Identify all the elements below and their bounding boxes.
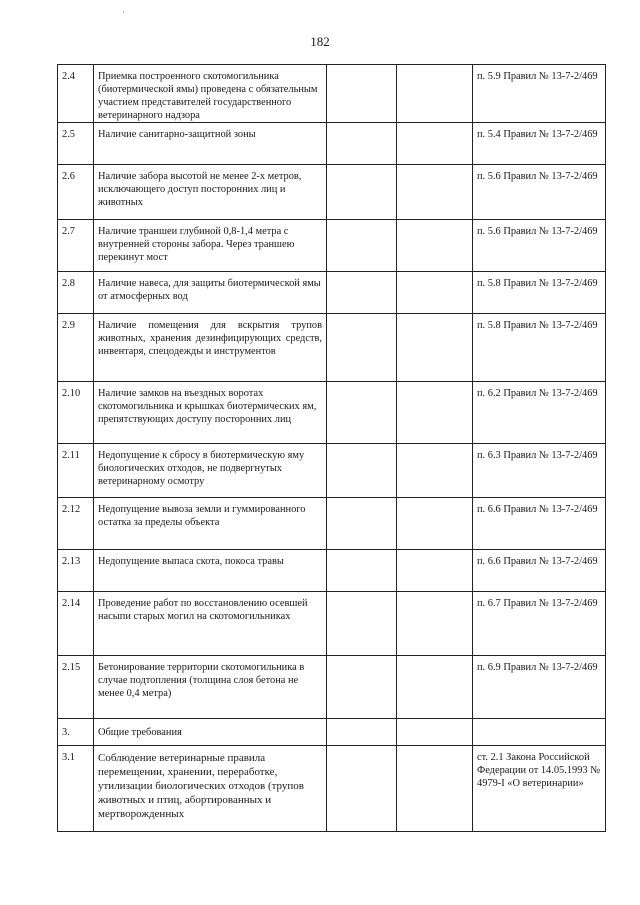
row-number: 2.12 xyxy=(58,498,94,550)
row-reference: п. 5.6 Правил № 13-7-2/469 xyxy=(473,220,606,272)
row-description: Наличие помещения для вскрытия трупов животных, хранения дезинфицирующих средств, инвентаря, спецодежды и инструментов xyxy=(94,314,327,382)
empty-cell xyxy=(397,165,473,220)
row-number: 2.8 xyxy=(58,272,94,314)
row-description: Наличие навеса, для защиты биотермической ямы от атмосферных вод xyxy=(94,272,327,314)
empty-cell xyxy=(397,550,473,592)
empty-cell xyxy=(397,719,473,746)
empty-cell xyxy=(327,498,397,550)
scan-mark: ˈ xyxy=(122,10,126,21)
row-number: 2.15 xyxy=(58,656,94,719)
row-number: 2.9 xyxy=(58,314,94,382)
table-row xyxy=(58,165,606,220)
row-description: Наличие забора высотой не менее 2-х метров, исключающего доступ посторонних лиц и животных xyxy=(94,165,327,220)
row-reference: п. 5.8 Правил № 13-7-2/469 xyxy=(473,314,606,382)
empty-cell xyxy=(327,65,397,123)
row-description: Недопущение к сбросу в биотермическую яму биологических отходов, не подвергнутых ветеринарному осмотру xyxy=(94,444,327,498)
empty-cell xyxy=(327,656,397,719)
row-number: 2.13 xyxy=(58,550,94,592)
table-row xyxy=(58,272,606,314)
table-row xyxy=(58,498,606,550)
requirements-table xyxy=(57,64,606,832)
empty-cell xyxy=(397,123,473,165)
row-number: 2.7 xyxy=(58,220,94,272)
row-description: Приемка построенного скотомогильника (биотермической ямы) проведена с обязательным участием представителей государственного ветеринарного надзора xyxy=(94,65,327,123)
table-row xyxy=(58,65,606,123)
empty-cell xyxy=(397,592,473,656)
empty-cell xyxy=(397,314,473,382)
empty-cell xyxy=(327,444,397,498)
section-row xyxy=(58,719,606,746)
empty-cell xyxy=(327,220,397,272)
empty-cell xyxy=(397,65,473,123)
row-number: 2.5 xyxy=(58,123,94,165)
row-reference: п. 6.9 Правил № 13-7-2/469 xyxy=(473,656,606,719)
empty-cell xyxy=(397,444,473,498)
row-reference: п. 6.2 Правил № 13-7-2/469 xyxy=(473,382,606,444)
table-row xyxy=(58,550,606,592)
row-description: Наличие траншеи глубиной 0,8-1,4 метра с внутренней стороны забора. Через траншею перекинут мост xyxy=(94,220,327,272)
page-number: 182 xyxy=(310,34,330,49)
empty-cell xyxy=(327,165,397,220)
empty-cell xyxy=(397,382,473,444)
table-row xyxy=(58,123,606,165)
row-number: 2.4 xyxy=(58,65,94,123)
row-description: Недопущение вывоза земли и гуммированного остатка за пределы объекта xyxy=(94,498,327,550)
section-number: 3. xyxy=(58,719,94,746)
table-row xyxy=(58,314,606,382)
table-row xyxy=(58,220,606,272)
table-row xyxy=(58,746,606,832)
empty-cell xyxy=(327,272,397,314)
empty-cell xyxy=(327,382,397,444)
row-description: Недопущение выпаса скота, покоса травы xyxy=(94,550,327,592)
row-reference: п. 6.3 Правил № 13-7-2/469 xyxy=(473,444,606,498)
empty-cell xyxy=(397,746,473,832)
table-row xyxy=(58,382,606,444)
table-row xyxy=(58,444,606,498)
section-title: Общие требования xyxy=(94,719,327,746)
empty-cell xyxy=(397,220,473,272)
row-reference: п. 5.8 Правил № 13-7-2/469 xyxy=(473,272,606,314)
empty-cell xyxy=(397,656,473,719)
table-row xyxy=(58,656,606,719)
row-number: 3.1 xyxy=(58,746,94,832)
table-row xyxy=(58,592,606,656)
row-description: Наличие замков на въездных воротах скотомогильника и крышках биотермических ям, препятствующих доступу посторонних лиц xyxy=(94,382,327,444)
row-reference: п. 6.6 Правил № 13-7-2/469 xyxy=(473,498,606,550)
row-reference: п. 6.6 Правил № 13-7-2/469 xyxy=(473,550,606,592)
row-reference: п. 5.6 Правил № 13-7-2/469 xyxy=(473,165,606,220)
row-description: Соблюдение ветеринарные правила перемещении, хранении, переработке, утилизации биологических отходов (трупов животных и птиц, абортированных и мертворожденных xyxy=(94,746,327,832)
row-reference: п. 5.4 Правил № 13-7-2/469 xyxy=(473,123,606,165)
empty-cell xyxy=(327,123,397,165)
empty-cell xyxy=(473,719,606,746)
row-description: Бетонирование территории скотомогильника в случае подтопления (толщина слоя бетона не менее 0,4 метра) xyxy=(94,656,327,719)
empty-cell xyxy=(397,498,473,550)
empty-cell xyxy=(327,550,397,592)
row-description: Проведение работ по восстановлению осевшей насыпи старых могил на скотомогильниках xyxy=(94,592,327,656)
row-number: 2.11 xyxy=(58,444,94,498)
row-reference: п. 6.7 Правил № 13-7-2/469 xyxy=(473,592,606,656)
empty-cell xyxy=(327,719,397,746)
row-reference: п. 5.9 Правил № 13-7-2/469 xyxy=(473,65,606,123)
row-number: 2.14 xyxy=(58,592,94,656)
row-reference: ст. 2.1 Закона Российской Федерации от 14.05.1993 № 4979-I «О ветеринарии» xyxy=(473,746,606,832)
empty-cell xyxy=(327,314,397,382)
row-number: 2.10 xyxy=(58,382,94,444)
empty-cell xyxy=(327,592,397,656)
row-description: Наличие санитарно-защитной зоны xyxy=(94,123,327,165)
empty-cell xyxy=(397,272,473,314)
row-number: 2.6 xyxy=(58,165,94,220)
empty-cell xyxy=(327,746,397,832)
